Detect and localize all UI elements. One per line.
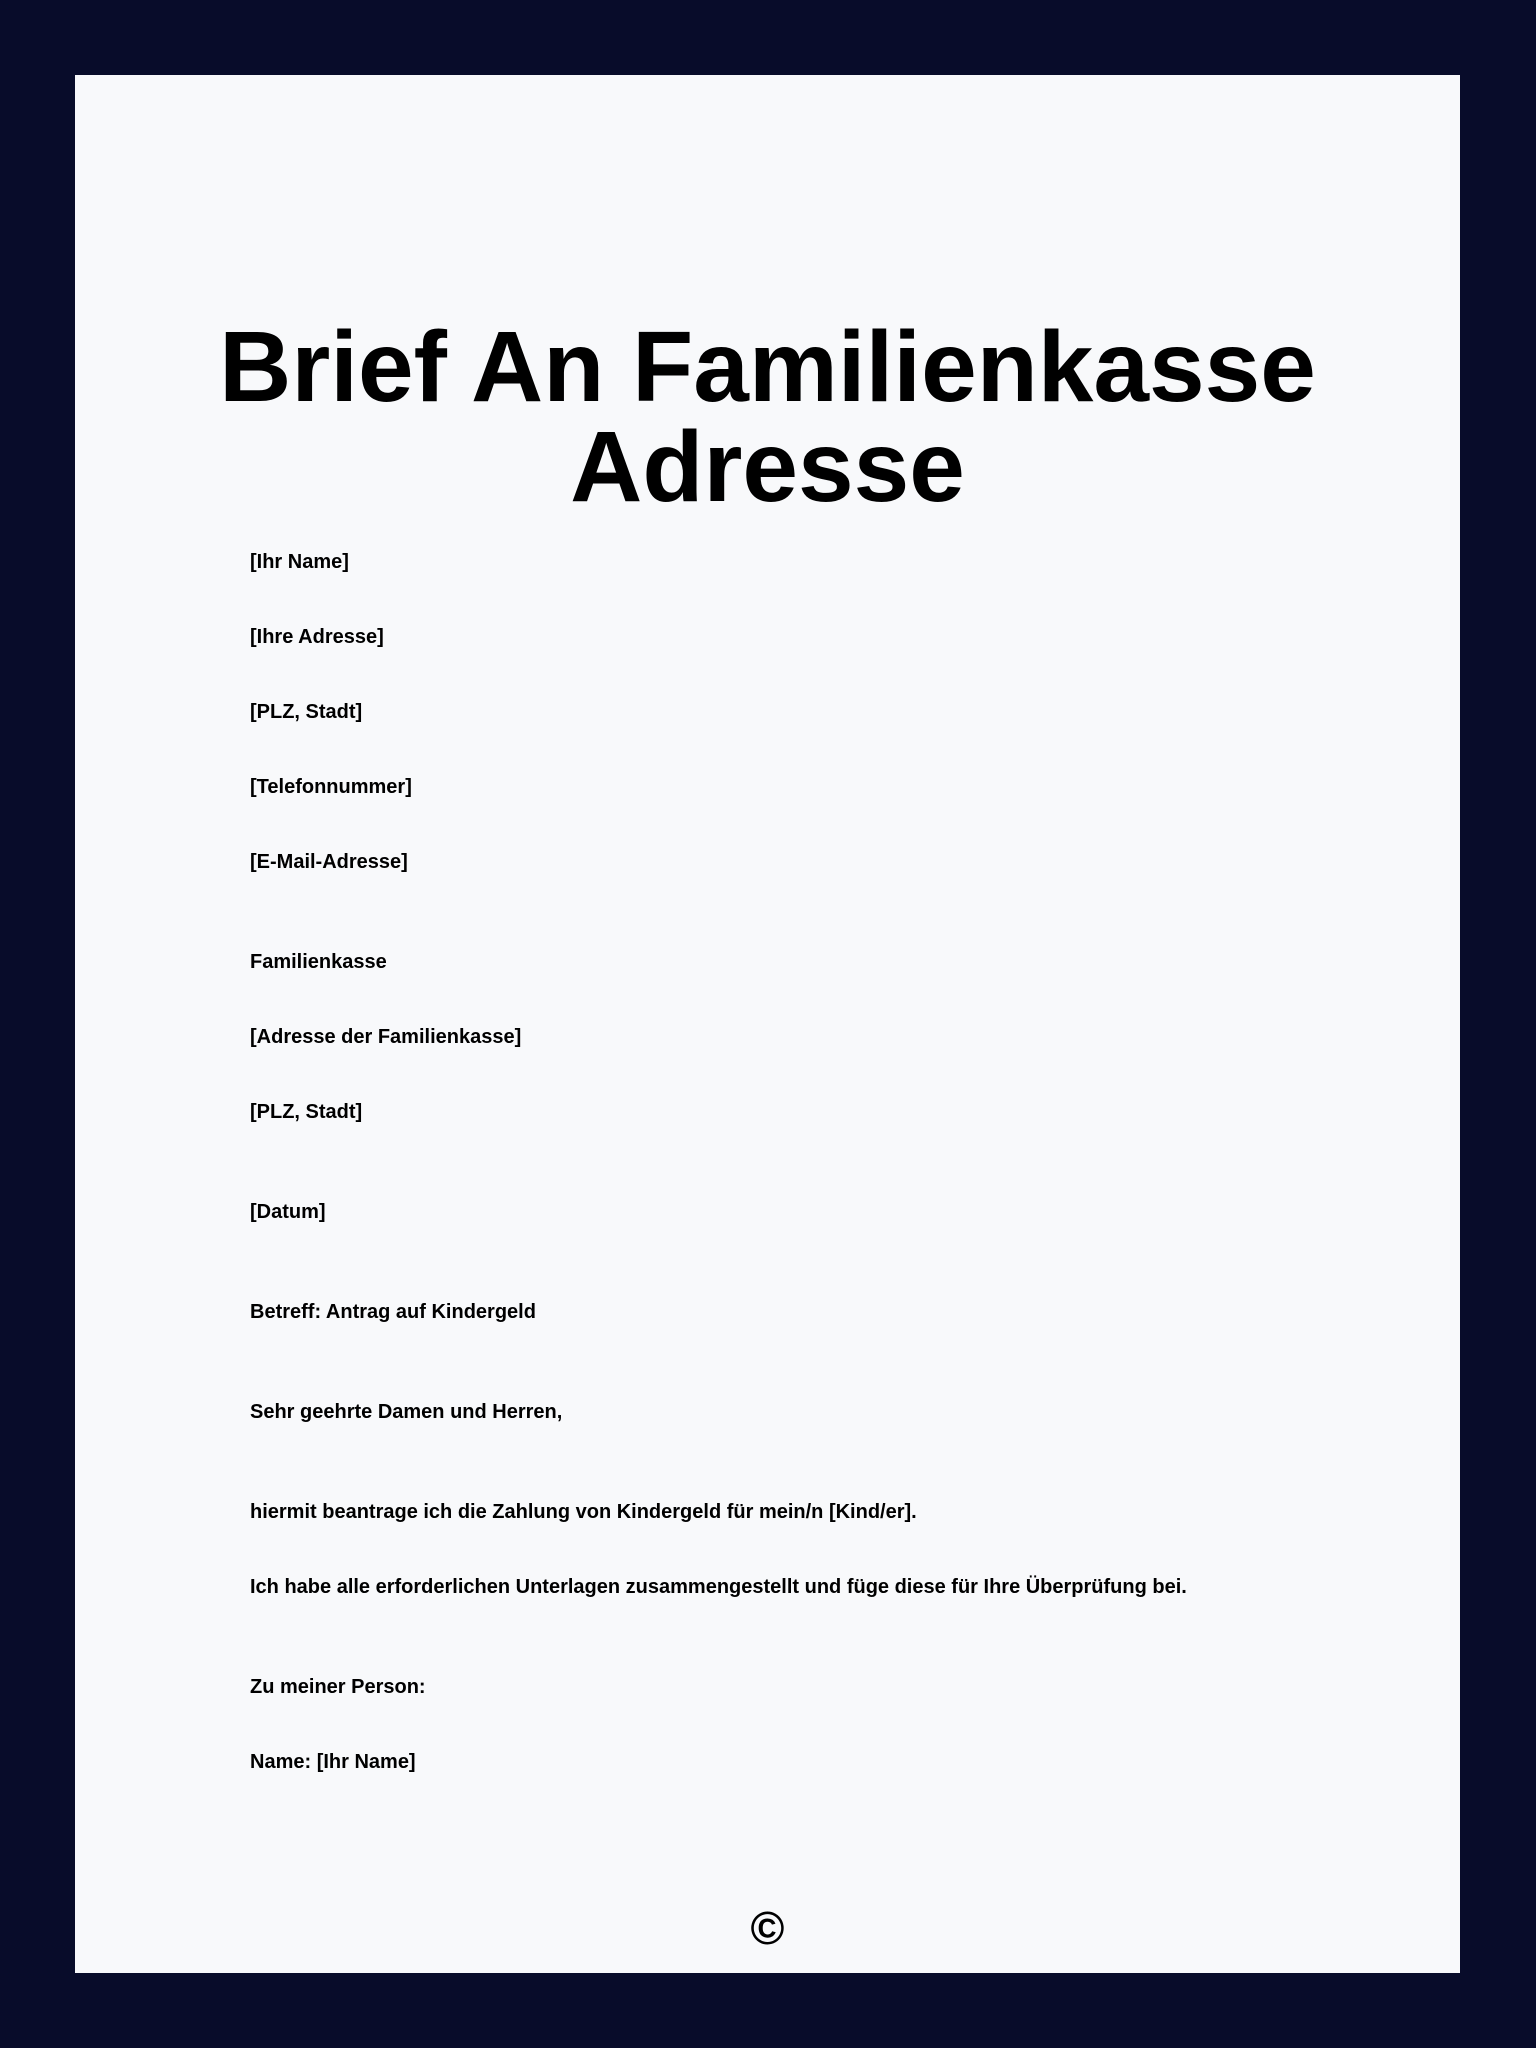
copyright-icon: © [750, 1902, 785, 1954]
sender-phone: [Telefonnummer] [250, 776, 412, 798]
recipient-city: [PLZ, Stadt] [250, 1101, 363, 1123]
letter-body [250, 525, 1360, 1800]
sender-email: [E-Mail-Adresse] [250, 851, 408, 873]
recipient-name: Familienkasse [250, 951, 387, 973]
letter-subject: Betreff: Antrag auf Kindergeld [250, 1301, 536, 1323]
page-title: Brief An Familienkasse Adresse [219, 311, 1316, 523]
person-block [250, 1650, 1360, 1800]
letter-paragraphs [250, 1475, 1360, 1625]
document-page [75, 75, 1460, 1973]
person-heading: Zu meiner Person: [250, 1676, 426, 1698]
paragraph: hiermit beantrage ich die Zahlung von Kindergeld für mein/n [Kind/er]. [250, 1501, 917, 1523]
sender-name: [Ihr Name] [250, 551, 349, 573]
recipient-block [250, 925, 1360, 1150]
sender-block [250, 525, 1360, 900]
recipient-address: [Adresse der Familienkasse] [250, 1026, 522, 1048]
sender-city: [PLZ, Stadt] [250, 701, 363, 723]
paragraph: Ich habe alle erforderlichen Unterlagen zusammengestellt und füge diese für Ihre Überprüfung bei. [250, 1576, 1187, 1598]
person-name: Name: [Ihr Name] [250, 1751, 416, 1773]
letter-date: [Datum] [250, 1201, 326, 1223]
sender-address: [Ihre Adresse] [250, 626, 384, 648]
letter-salutation: Sehr geehrte Damen und Herren, [250, 1401, 563, 1423]
